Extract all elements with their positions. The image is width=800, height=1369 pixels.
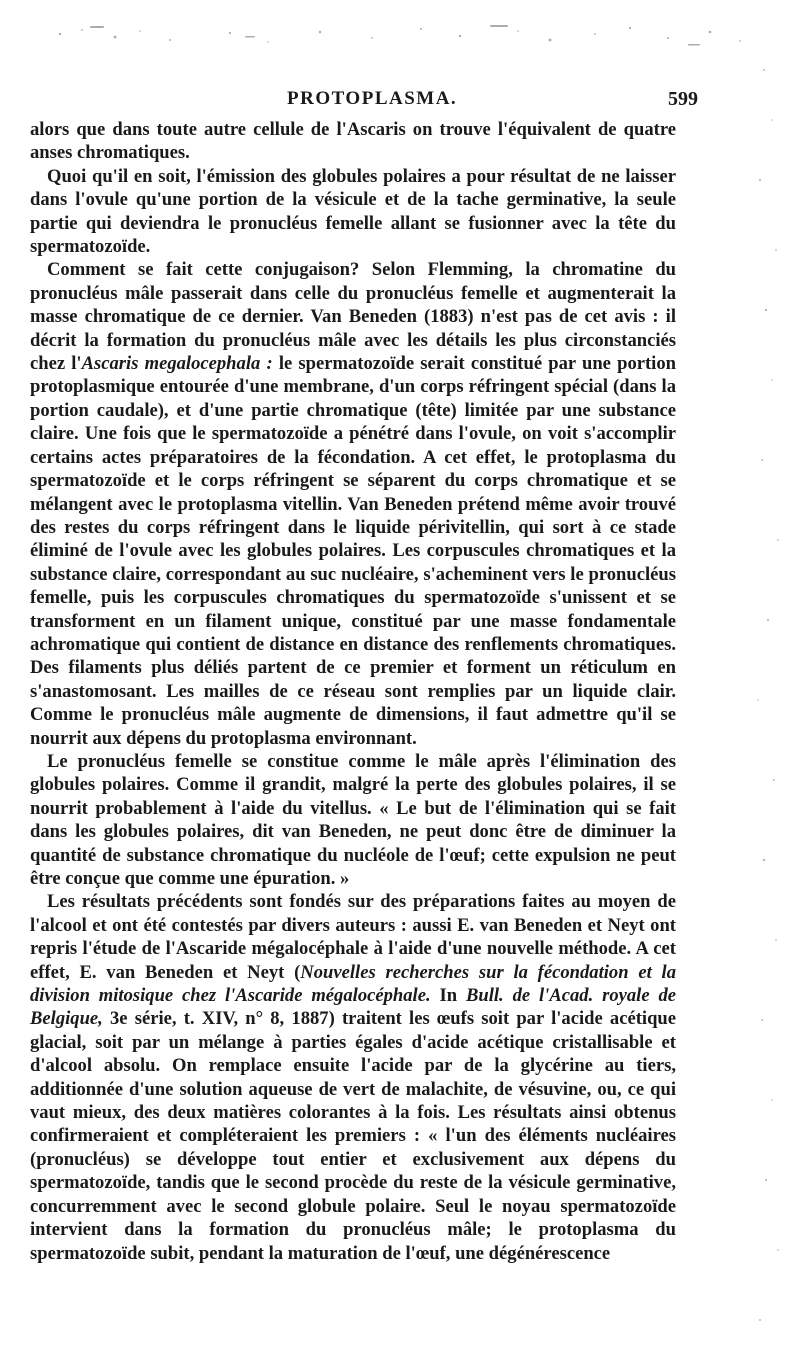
- text-run: In: [430, 985, 466, 1007]
- italic-text: Bull. de l'Acad. royale de Belgique,: [30, 985, 677, 1030]
- page-header: [30, 88, 730, 118]
- text-run: Comment se fait cette conjugaison? Selon Flemming, la chromatine du pronucléus mâle passerait dans celle du pronucléus femelle et augmenterait la masse chromatique de ce dernier. Van Beneden (1883) n'est pas de cet avis : il décrit la formation du pronucléus mâle avec les détails les plus circonstanciés chez l': [30, 259, 676, 375]
- text-run: alors que dans toute autre cellule de l'Ascaris on trouve l'équivalent de quatre anses chromatiques.: [30, 119, 676, 164]
- paragraph-p1: [30, 118, 676, 165]
- body-text: [30, 118, 676, 1265]
- scan-speckle-top: [20, 22, 780, 52]
- italic-text: Ascaris megalocephala :: [81, 353, 273, 375]
- paragraph-p4: [30, 750, 676, 890]
- running-title: PROTOPLASMA.: [287, 88, 458, 109]
- text-run: le spermatozoïde serait constitué par une portion protoplasmique entourée d'une membrane, d'un corps réfringent spécial (dans la portion caudale), et d'une partie chromatique (tête) limitée par une substance claire. Une fois que le spermatozoïde a pénétré dans l'ovule, on voit s'accomplir certains actes préparatoires de la fécondation. A cet effet, le protoplasma du spermatozoïde et le corps réfringent se séparent du corps chromatique et se mélangent avec le protoplasma vitellin. Van Beneden prétend même avoir trouvé des restes du corps réfringent dans le liquide périvitellin, qui sort à ce stade éliminé de l'ovule avec les globules polaires. Les corpuscules chromatiques et la substance claire, correspondant au suc nucléaire, s'acheminent vers le pronucléus femelle, puis les corpuscules chromatiques du spermatozoïde s'unissent et se transforment en un filament unique, constitué par une masse fondamentale achromatique qui contient de distance en distance des renflements chromatiques. Des filaments plus déliés partent de ce premier et forment un réticulum en s'anastomosant. Les mailles de ce réseau sont remplies par un liquide clair. Comme le pronucléus mâle augmente de dimensions, il faut admettre qu'il se nourrit aux dépens du protoplasma environnant.: [30, 353, 676, 749]
- italic-text: Nouvelles recherches sur la fécondation et la division mitosique chez l'Ascaride mégalocéphale.: [30, 961, 676, 1007]
- paragraph-p3: [30, 258, 676, 750]
- text-run: Les résultats précédents sont fondés sur des préparations faites au moyen de l'alcool et ont été contestés par divers auteurs : aussi E. van Beneden et Neyt ont repris l'étude de l'Ascaride mégalocéphale à l'aide d'une nouvelle méthode. A cet effet, E. van Beneden et Neyt (: [30, 891, 676, 983]
- text-run: Le pronucléus femelle se constitue comme le mâle après l'élimination des globules polaires. Comme il grandit, malgré la perte des globules polaires, il se nourrit probablement à l'aide du vitellus. « Le but de l'élimination qui se fait dans les globules polaires, dit van Beneden, ne peut donc être de diminuer la quantité de substance chromatique du nucléole de l'œuf; cette expulsion ne peut être conçue que comme une épuration. »: [30, 750, 676, 889]
- paragraph-p5: [30, 890, 676, 1265]
- paragraph-p2: [30, 165, 676, 259]
- text-run: Quoi qu'il en soit, l'émission des globules polaires a pour résultat de ne laisser dans l'ovule qu'une portion de la vésicule et de la tache germinative, la seule partie qui deviendra le pronucléus femelle allant se fusionner avec la tête du spermatozoïde.: [30, 165, 676, 258]
- text-run: 3e série, t. XIV, n° 8, 1887) traitent les œufs soit par l'acide acétique glacial, soit par un mélange à parties égales d'acide acétique cristallisable et d'alcool absolu. On remplace ensuite l'acide par de la glycérine au tiers, additionnée d'une solution aqueuse de vert de malachite, de vésuvine, ou, ce qui vaut mieux, des deux matières colorantes à la fois. Les résultats ainsi obtenus confirmeraient et compléteraient les premiers : « l'un des éléments nucléaires (pronucléus) se développe tout entier et exclusivement aux dépens du spermatozoïde, tandis que le second procède du reste de la vésicule germinative, concurremment avec le second globule polaire. Seul le noyau spermatozoïde intervient dans la formation du pronucléus mâle; le protoplasma du spermatozoïde subit, pendant la maturation de l'œuf, une dégénérescence: [30, 1008, 676, 1264]
- page-number: 599: [668, 88, 698, 110]
- scan-speckle-right-margin: [742, 40, 800, 1360]
